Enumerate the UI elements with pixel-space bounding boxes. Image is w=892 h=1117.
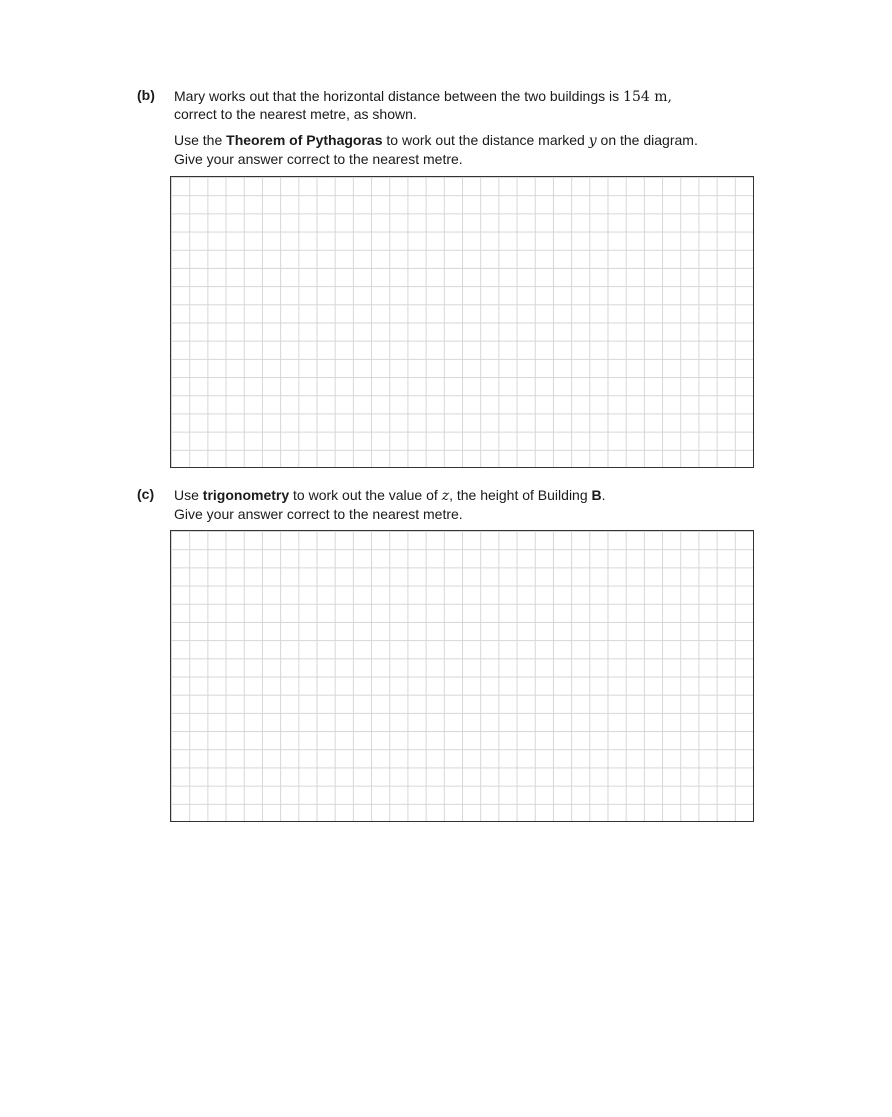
part-c-answer-grid[interactable] [170,530,754,822]
part-b-label: (b) [137,87,155,103]
variable-z: z [441,488,450,504]
part-c-label: (c) [137,486,155,502]
part-c-instruction-mid: to work out the value of [293,487,438,503]
part-b-instruction-mid: to work out the distance marked [386,132,585,148]
part-b-instruction [174,131,698,151]
part-c-instruction-end: . [601,487,606,503]
building-b-label: B [591,487,602,503]
part-c-instruction-post: , the height of Building [449,487,588,503]
pythagoras-term: Theorem of Pythagoras [226,132,383,148]
trigonometry-term: trigonometry [202,487,290,503]
part-c-instruction-pre: Use [174,487,199,503]
part-b-answer-grid[interactable] [170,176,754,468]
part-b-rounding-note: Give your answer correct to the nearest metre. [174,151,463,167]
part-b-instruction-post: on the diagram. [600,132,698,148]
part-c-instruction [174,486,606,506]
variable-y: y [588,133,597,149]
part-c-rounding-note: Give your answer correct to the nearest metre. [174,506,463,522]
part-b-line-1 [174,87,672,107]
part-b-instruction-pre: Use the [174,132,223,148]
part-b-line-2: correct to the nearest metre, as shown. [174,106,417,122]
part-b-line-1-text: Mary works out that the horizontal distance between the two buildings is [174,88,620,104]
distance-value: 154 m, [623,89,672,105]
